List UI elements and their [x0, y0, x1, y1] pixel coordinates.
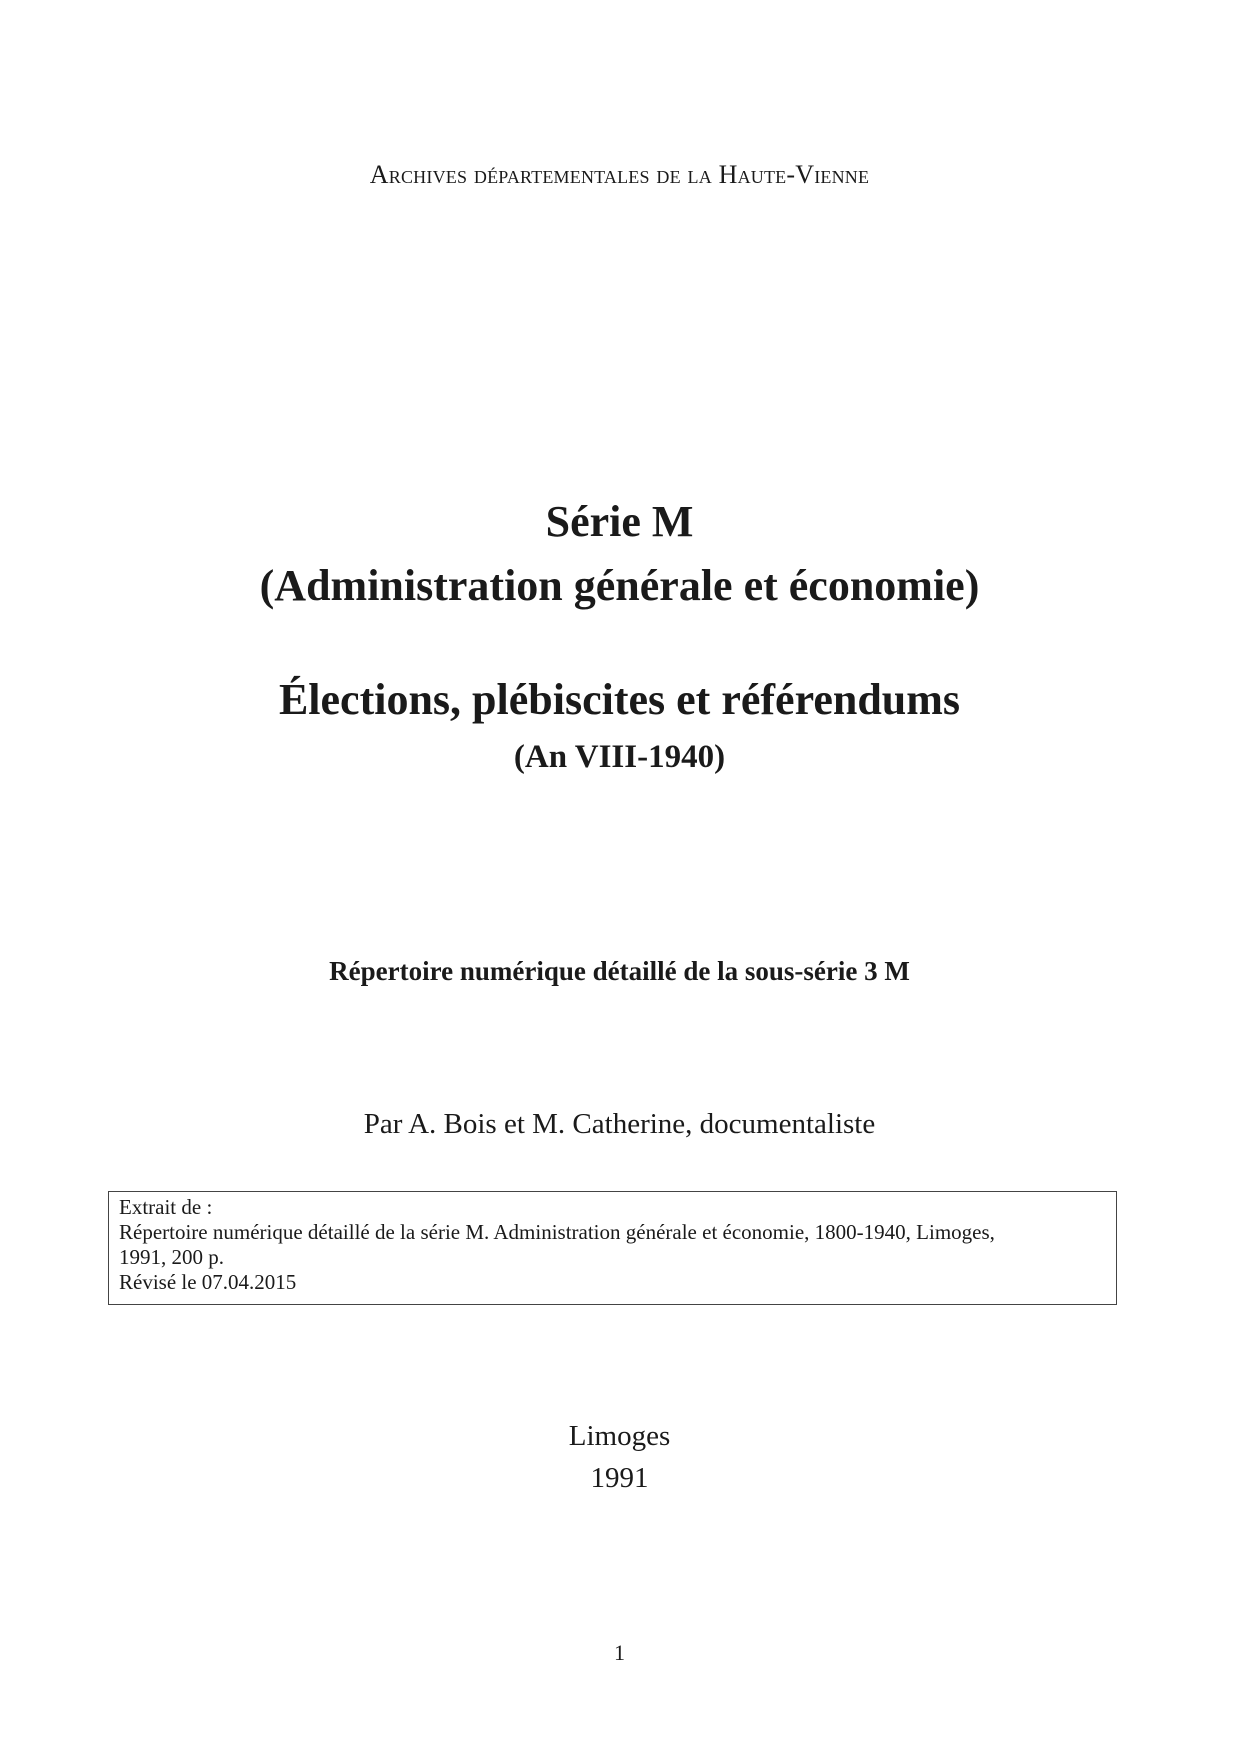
revision-date: Révisé le 07.04.2015	[119, 1270, 297, 1294]
institution-header: Archives départementales de la Haute-Vienne	[369, 160, 870, 189]
date-range: (An VIII-1940)	[513, 739, 726, 775]
page-number: 1	[614, 1640, 625, 1665]
topic-title: Élections, plébiscites et référendums	[278, 675, 961, 724]
repertoire-title: Répertoire numérique détaillé de la sous-série 3 M	[329, 956, 910, 986]
imprint-year: 1991	[590, 1462, 649, 1494]
authors-line: Par A. Bois et M. Catherine, documentaliste	[363, 1108, 876, 1140]
extract-box	[108, 1191, 1117, 1305]
series-title: Série M	[545, 497, 694, 546]
imprint	[0, 1415, 1239, 1499]
extract-reference-line2: 1991, 200 p.	[119, 1245, 224, 1269]
series-subtitle: (Administration générale et économie)	[259, 561, 980, 610]
extract-reference-line1: Répertoire numérique détaillé de la série M. Administration générale et économie, 1800-1940, Limoges,	[119, 1220, 995, 1244]
extract-label: Extrait de :	[119, 1195, 213, 1219]
title-block	[0, 490, 1239, 782]
imprint-place: Limoges	[568, 1420, 671, 1452]
